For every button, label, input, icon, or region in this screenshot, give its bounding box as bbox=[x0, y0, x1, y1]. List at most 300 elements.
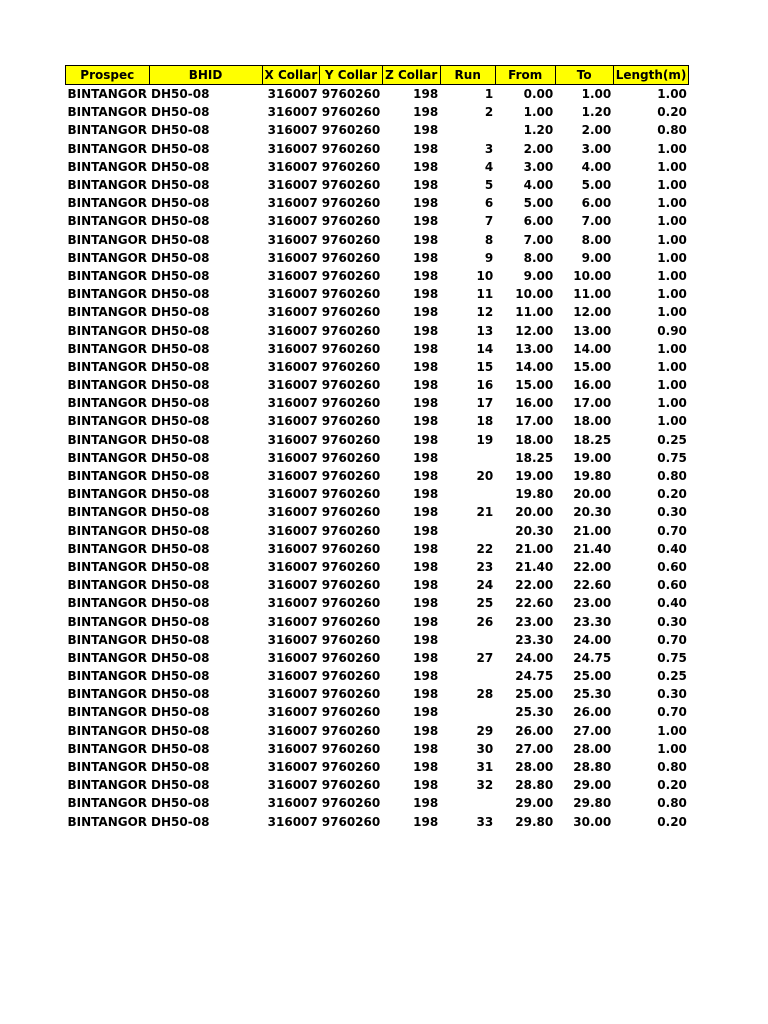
cell-bhid: DH50-08 bbox=[151, 414, 210, 429]
cell-y-collar: 9760260 bbox=[321, 123, 381, 138]
cell-x-collar: 316007 bbox=[267, 669, 318, 684]
cell-bhid: DH50-08 bbox=[151, 487, 210, 502]
cell-y-collar: 9760260 bbox=[321, 596, 381, 611]
cell-x-collar: 316007 bbox=[267, 723, 318, 738]
cell-x-collar: 316007 bbox=[267, 505, 318, 520]
col-header-length: Length(m) bbox=[613, 66, 689, 85]
cell-bhid: DH50-08 bbox=[151, 778, 210, 793]
cell-x-collar: 316007 bbox=[267, 378, 318, 393]
table-row bbox=[66, 522, 689, 540]
table-row bbox=[66, 321, 689, 339]
cell-x-collar: 316007 bbox=[267, 778, 318, 793]
cell-run: 28 bbox=[476, 687, 494, 702]
cell-run: 16 bbox=[476, 378, 494, 393]
cell-to: 22.60 bbox=[573, 578, 612, 593]
cell-prospec: BINTANGOR bbox=[67, 796, 148, 811]
cell-bhid: DH50-08 bbox=[151, 87, 210, 102]
cell-from: 26.00 bbox=[515, 723, 554, 738]
cell-z-collar: 198 bbox=[413, 378, 439, 393]
cell-length: 0.75 bbox=[657, 450, 687, 465]
cell-to: 20.30 bbox=[573, 505, 612, 520]
cell-x-collar: 316007 bbox=[267, 159, 318, 174]
cell-from: 29.80 bbox=[515, 814, 554, 829]
table-row bbox=[66, 376, 689, 394]
cell-prospec: BINTANGOR bbox=[67, 632, 148, 647]
cell-from: 8.00 bbox=[523, 250, 554, 265]
cell-to: 29.80 bbox=[573, 796, 612, 811]
table-row bbox=[66, 158, 689, 176]
table-row bbox=[66, 685, 689, 703]
cell-z-collar: 198 bbox=[413, 723, 439, 738]
col-header-prospec: Prospec bbox=[66, 66, 150, 85]
cell-prospec: BINTANGOR bbox=[67, 705, 148, 720]
header-row bbox=[66, 66, 689, 85]
cell-bhid: DH50-08 bbox=[151, 596, 210, 611]
cell-to: 14.00 bbox=[573, 341, 612, 356]
cell-run: 17 bbox=[476, 396, 494, 411]
cell-from: 21.00 bbox=[515, 541, 554, 556]
cell-to: 9.00 bbox=[581, 250, 612, 265]
cell-to: 19.00 bbox=[573, 450, 612, 465]
cell-prospec: BINTANGOR bbox=[67, 741, 148, 756]
cell-z-collar: 198 bbox=[413, 650, 439, 665]
cell-y-collar: 9760260 bbox=[321, 760, 381, 775]
table-body bbox=[66, 85, 689, 831]
cell-run: 26 bbox=[476, 614, 494, 629]
cell-from: 15.00 bbox=[515, 378, 554, 393]
cell-bhid: DH50-08 bbox=[151, 287, 210, 302]
cell-bhid: DH50-08 bbox=[151, 141, 210, 156]
cell-bhid: DH50-08 bbox=[151, 723, 210, 738]
cell-prospec: BINTANGOR bbox=[67, 178, 148, 193]
table-row bbox=[66, 394, 689, 412]
cell-from: 2.00 bbox=[523, 141, 554, 156]
cell-bhid: DH50-08 bbox=[151, 159, 210, 174]
cell-prospec: BINTANGOR bbox=[67, 523, 148, 538]
cell-run bbox=[440, 121, 495, 139]
cell-from: 19.00 bbox=[515, 469, 554, 484]
cell-bhid: DH50-08 bbox=[151, 105, 210, 120]
cell-x-collar: 316007 bbox=[267, 105, 318, 120]
cell-x-collar: 316007 bbox=[267, 632, 318, 647]
cell-from: 12.00 bbox=[515, 323, 554, 338]
cell-run: 4 bbox=[484, 159, 494, 174]
cell-prospec: BINTANGOR bbox=[67, 432, 148, 447]
cell-length: 1.00 bbox=[657, 741, 687, 756]
cell-to: 18.00 bbox=[573, 414, 612, 429]
cell-run bbox=[440, 667, 495, 685]
cell-to: 6.00 bbox=[581, 196, 612, 211]
col-header-x-collar: X Collar bbox=[262, 66, 320, 85]
cell-to: 28.80 bbox=[573, 760, 612, 775]
cell-y-collar: 9760260 bbox=[321, 505, 381, 520]
cell-to: 23.00 bbox=[573, 596, 612, 611]
cell-to: 16.00 bbox=[573, 378, 612, 393]
cell-from: 18.00 bbox=[515, 432, 554, 447]
table-row bbox=[66, 412, 689, 430]
cell-z-collar: 198 bbox=[413, 141, 439, 156]
cell-prospec: BINTANGOR bbox=[67, 159, 148, 174]
cell-z-collar: 198 bbox=[413, 359, 439, 374]
cell-bhid: DH50-08 bbox=[151, 523, 210, 538]
cell-run: 10 bbox=[476, 268, 494, 283]
cell-z-collar: 198 bbox=[413, 178, 439, 193]
cell-bhid: DH50-08 bbox=[151, 760, 210, 775]
cell-y-collar: 9760260 bbox=[321, 250, 381, 265]
cell-z-collar: 198 bbox=[413, 559, 439, 574]
cell-x-collar: 316007 bbox=[267, 87, 318, 102]
table-row bbox=[66, 340, 689, 358]
cell-length: 1.00 bbox=[657, 268, 687, 283]
cell-z-collar: 198 bbox=[413, 596, 439, 611]
col-header-from: From bbox=[495, 66, 555, 85]
cell-z-collar: 198 bbox=[413, 778, 439, 793]
table-row bbox=[66, 594, 689, 612]
cell-run: 22 bbox=[476, 541, 494, 556]
cell-prospec: BINTANGOR bbox=[67, 541, 148, 556]
cell-y-collar: 9760260 bbox=[321, 359, 381, 374]
col-header-bhid: BHID bbox=[149, 66, 262, 85]
cell-from: 18.25 bbox=[515, 450, 554, 465]
table-row bbox=[66, 558, 689, 576]
cell-from: 0.00 bbox=[523, 87, 554, 102]
cell-prospec: BINTANGOR bbox=[67, 578, 148, 593]
cell-y-collar: 9760260 bbox=[321, 87, 381, 102]
table-row bbox=[66, 540, 689, 558]
cell-x-collar: 316007 bbox=[267, 578, 318, 593]
cell-run: 25 bbox=[476, 596, 494, 611]
cell-from: 4.00 bbox=[523, 178, 554, 193]
cell-run: 8 bbox=[484, 232, 494, 247]
cell-to: 5.00 bbox=[581, 178, 612, 193]
cell-run: 11 bbox=[476, 287, 494, 302]
table-row bbox=[66, 612, 689, 630]
cell-z-collar: 198 bbox=[413, 796, 439, 811]
cell-from: 5.00 bbox=[523, 196, 554, 211]
cell-z-collar: 198 bbox=[413, 232, 439, 247]
table-row bbox=[66, 649, 689, 667]
cell-x-collar: 316007 bbox=[267, 141, 318, 156]
cell-prospec: BINTANGOR bbox=[67, 141, 148, 156]
col-header-z-collar: Z Collar bbox=[382, 66, 440, 85]
table-row bbox=[66, 467, 689, 485]
cell-x-collar: 316007 bbox=[267, 614, 318, 629]
table-row bbox=[66, 285, 689, 303]
col-header-run: Run bbox=[440, 66, 495, 85]
cell-run: 32 bbox=[476, 778, 494, 793]
cell-y-collar: 9760260 bbox=[321, 196, 381, 211]
cell-bhid: DH50-08 bbox=[151, 432, 210, 447]
col-header-y-collar: Y Collar bbox=[320, 66, 382, 85]
cell-x-collar: 316007 bbox=[267, 487, 318, 502]
cell-bhid: DH50-08 bbox=[151, 814, 210, 829]
cell-y-collar: 9760260 bbox=[321, 159, 381, 174]
cell-bhid: DH50-08 bbox=[151, 559, 210, 574]
table-row bbox=[66, 703, 689, 721]
cell-run: 2 bbox=[484, 105, 494, 120]
table-row bbox=[66, 740, 689, 758]
table-row bbox=[66, 212, 689, 230]
cell-z-collar: 198 bbox=[413, 123, 439, 138]
table-row bbox=[66, 176, 689, 194]
cell-y-collar: 9760260 bbox=[321, 341, 381, 356]
cell-run: 18 bbox=[476, 414, 494, 429]
table-row bbox=[66, 794, 689, 812]
cell-run: 31 bbox=[476, 760, 494, 775]
cell-from: 25.00 bbox=[515, 687, 554, 702]
cell-run bbox=[440, 449, 495, 467]
cell-y-collar: 9760260 bbox=[321, 614, 381, 629]
cell-from: 28.80 bbox=[515, 778, 554, 793]
table-row bbox=[66, 267, 689, 285]
cell-to: 17.00 bbox=[573, 396, 612, 411]
cell-y-collar: 9760260 bbox=[321, 578, 381, 593]
cell-from: 7.00 bbox=[523, 232, 554, 247]
cell-to: 25.00 bbox=[573, 669, 612, 684]
cell-prospec: BINTANGOR bbox=[67, 341, 148, 356]
cell-length: 0.20 bbox=[657, 778, 687, 793]
cell-prospec: BINTANGOR bbox=[67, 287, 148, 302]
cell-x-collar: 316007 bbox=[267, 287, 318, 302]
cell-x-collar: 316007 bbox=[267, 178, 318, 193]
cell-bhid: DH50-08 bbox=[151, 250, 210, 265]
cell-z-collar: 198 bbox=[413, 578, 439, 593]
table-row bbox=[66, 194, 689, 212]
cell-length: 0.25 bbox=[657, 669, 687, 684]
table-row bbox=[66, 667, 689, 685]
cell-length: 0.70 bbox=[657, 705, 687, 720]
cell-prospec: BINTANGOR bbox=[67, 614, 148, 629]
cell-z-collar: 198 bbox=[413, 323, 439, 338]
cell-to: 24.75 bbox=[573, 650, 612, 665]
cell-run bbox=[440, 631, 495, 649]
cell-from: 6.00 bbox=[523, 214, 554, 229]
cell-y-collar: 9760260 bbox=[321, 214, 381, 229]
cell-bhid: DH50-08 bbox=[151, 614, 210, 629]
cell-y-collar: 9760260 bbox=[321, 523, 381, 538]
cell-from: 23.00 bbox=[515, 614, 554, 629]
cell-x-collar: 316007 bbox=[267, 414, 318, 429]
cell-from: 1.20 bbox=[523, 123, 554, 138]
cell-to: 27.00 bbox=[573, 723, 612, 738]
cell-run bbox=[440, 703, 495, 721]
cell-run: 29 bbox=[476, 723, 494, 738]
cell-from: 17.00 bbox=[515, 414, 554, 429]
table-row bbox=[66, 485, 689, 503]
cell-bhid: DH50-08 bbox=[151, 632, 210, 647]
cell-length: 1.00 bbox=[657, 396, 687, 411]
cell-x-collar: 316007 bbox=[267, 469, 318, 484]
cell-x-collar: 316007 bbox=[267, 450, 318, 465]
cell-y-collar: 9760260 bbox=[321, 323, 381, 338]
cell-length: 1.00 bbox=[657, 378, 687, 393]
cell-to: 23.30 bbox=[573, 614, 612, 629]
cell-y-collar: 9760260 bbox=[321, 305, 381, 320]
cell-from: 20.30 bbox=[515, 523, 554, 538]
cell-run bbox=[440, 794, 495, 812]
cell-to: 20.00 bbox=[573, 487, 612, 502]
cell-y-collar: 9760260 bbox=[321, 178, 381, 193]
cell-y-collar: 9760260 bbox=[321, 741, 381, 756]
cell-length: 0.60 bbox=[657, 578, 687, 593]
cell-prospec: BINTANGOR bbox=[67, 268, 148, 283]
cell-x-collar: 316007 bbox=[267, 250, 318, 265]
cell-y-collar: 9760260 bbox=[321, 487, 381, 502]
cell-prospec: BINTANGOR bbox=[67, 814, 148, 829]
cell-from: 9.00 bbox=[523, 268, 554, 283]
cell-to: 15.00 bbox=[573, 359, 612, 374]
cell-z-collar: 198 bbox=[413, 196, 439, 211]
cell-length: 1.00 bbox=[657, 287, 687, 302]
cell-run bbox=[440, 485, 495, 503]
cell-z-collar: 198 bbox=[413, 541, 439, 556]
cell-run: 9 bbox=[484, 250, 494, 265]
cell-x-collar: 316007 bbox=[267, 559, 318, 574]
cell-prospec: BINTANGOR bbox=[67, 687, 148, 702]
cell-z-collar: 198 bbox=[413, 487, 439, 502]
table-row bbox=[66, 813, 689, 831]
cell-bhid: DH50-08 bbox=[151, 359, 210, 374]
table-row bbox=[66, 85, 689, 104]
cell-length: 1.00 bbox=[657, 87, 687, 102]
cell-bhid: DH50-08 bbox=[151, 396, 210, 411]
cell-bhid: DH50-08 bbox=[151, 650, 210, 665]
cell-z-collar: 198 bbox=[413, 396, 439, 411]
cell-run: 1 bbox=[484, 87, 494, 102]
table-row bbox=[66, 303, 689, 321]
cell-from: 22.60 bbox=[515, 596, 554, 611]
cell-x-collar: 316007 bbox=[267, 650, 318, 665]
cell-z-collar: 198 bbox=[413, 87, 439, 102]
cell-length: 0.30 bbox=[657, 614, 687, 629]
cell-bhid: DH50-08 bbox=[151, 123, 210, 138]
cell-length: 0.80 bbox=[657, 469, 687, 484]
cell-z-collar: 198 bbox=[413, 741, 439, 756]
cell-prospec: BINTANGOR bbox=[67, 378, 148, 393]
cell-prospec: BINTANGOR bbox=[67, 323, 148, 338]
cell-from: 11.00 bbox=[515, 305, 554, 320]
cell-to: 30.00 bbox=[573, 814, 612, 829]
table-row bbox=[66, 358, 689, 376]
cell-prospec: BINTANGOR bbox=[67, 359, 148, 374]
cell-prospec: BINTANGOR bbox=[67, 669, 148, 684]
cell-run: 12 bbox=[476, 305, 494, 320]
cell-y-collar: 9760260 bbox=[321, 141, 381, 156]
cell-run: 3 bbox=[484, 141, 494, 156]
cell-length: 1.00 bbox=[657, 214, 687, 229]
cell-run: 21 bbox=[476, 505, 494, 520]
cell-prospec: BINTANGOR bbox=[67, 396, 148, 411]
cell-bhid: DH50-08 bbox=[151, 305, 210, 320]
cell-z-collar: 198 bbox=[413, 669, 439, 684]
cell-length: 0.90 bbox=[657, 323, 687, 338]
cell-z-collar: 198 bbox=[413, 450, 439, 465]
table-row bbox=[66, 449, 689, 467]
cell-prospec: BINTANGOR bbox=[67, 87, 148, 102]
table-row bbox=[66, 576, 689, 594]
cell-y-collar: 9760260 bbox=[321, 287, 381, 302]
cell-run: 33 bbox=[476, 814, 494, 829]
cell-x-collar: 316007 bbox=[267, 323, 318, 338]
cell-length: 1.00 bbox=[657, 159, 687, 174]
cell-z-collar: 198 bbox=[413, 414, 439, 429]
cell-to: 7.00 bbox=[581, 214, 612, 229]
cell-z-collar: 198 bbox=[413, 105, 439, 120]
cell-z-collar: 198 bbox=[413, 814, 439, 829]
cell-z-collar: 198 bbox=[413, 687, 439, 702]
cell-to: 13.00 bbox=[573, 323, 612, 338]
cell-length: 1.00 bbox=[657, 232, 687, 247]
cell-x-collar: 316007 bbox=[267, 523, 318, 538]
cell-from: 29.00 bbox=[515, 796, 554, 811]
cell-to: 18.25 bbox=[573, 432, 612, 447]
cell-to: 8.00 bbox=[581, 232, 612, 247]
cell-length: 0.30 bbox=[657, 505, 687, 520]
cell-y-collar: 9760260 bbox=[321, 705, 381, 720]
cell-y-collar: 9760260 bbox=[321, 796, 381, 811]
cell-from: 1.00 bbox=[523, 105, 554, 120]
cell-prospec: BINTANGOR bbox=[67, 123, 148, 138]
cell-z-collar: 198 bbox=[413, 523, 439, 538]
cell-bhid: DH50-08 bbox=[151, 541, 210, 556]
cell-from: 28.00 bbox=[515, 760, 554, 775]
cell-length: 1.00 bbox=[657, 305, 687, 320]
cell-prospec: BINTANGOR bbox=[67, 505, 148, 520]
cell-length: 0.20 bbox=[657, 814, 687, 829]
cell-bhid: DH50-08 bbox=[151, 323, 210, 338]
cell-y-collar: 9760260 bbox=[321, 687, 381, 702]
table-row bbox=[66, 103, 689, 121]
cell-y-collar: 9760260 bbox=[321, 541, 381, 556]
cell-run: 14 bbox=[476, 341, 494, 356]
cell-from: 16.00 bbox=[515, 396, 554, 411]
cell-run: 27 bbox=[476, 650, 494, 665]
cell-length: 1.00 bbox=[657, 250, 687, 265]
cell-from: 22.00 bbox=[515, 578, 554, 593]
cell-to: 29.00 bbox=[573, 778, 612, 793]
cell-z-collar: 198 bbox=[413, 705, 439, 720]
cell-y-collar: 9760260 bbox=[321, 432, 381, 447]
cell-y-collar: 9760260 bbox=[321, 559, 381, 574]
cell-to: 19.80 bbox=[573, 469, 612, 484]
cell-y-collar: 9760260 bbox=[321, 378, 381, 393]
cell-y-collar: 9760260 bbox=[321, 469, 381, 484]
cell-y-collar: 9760260 bbox=[321, 650, 381, 665]
cell-prospec: BINTANGOR bbox=[67, 232, 148, 247]
cell-to: 10.00 bbox=[573, 268, 612, 283]
cell-y-collar: 9760260 bbox=[321, 232, 381, 247]
cell-y-collar: 9760260 bbox=[321, 778, 381, 793]
cell-x-collar: 316007 bbox=[267, 705, 318, 720]
cell-bhid: DH50-08 bbox=[151, 341, 210, 356]
cell-from: 10.00 bbox=[515, 287, 554, 302]
cell-z-collar: 198 bbox=[413, 250, 439, 265]
cell-x-collar: 316007 bbox=[267, 305, 318, 320]
cell-x-collar: 316007 bbox=[267, 359, 318, 374]
cell-length: 0.75 bbox=[657, 650, 687, 665]
cell-to: 4.00 bbox=[581, 159, 612, 174]
cell-run: 5 bbox=[484, 178, 494, 193]
cell-prospec: BINTANGOR bbox=[67, 105, 148, 120]
cell-prospec: BINTANGOR bbox=[67, 559, 148, 574]
cell-from: 24.75 bbox=[515, 669, 554, 684]
cell-length: 1.00 bbox=[657, 414, 687, 429]
cell-y-collar: 9760260 bbox=[321, 632, 381, 647]
cell-x-collar: 316007 bbox=[267, 760, 318, 775]
cell-x-collar: 316007 bbox=[267, 796, 318, 811]
cell-bhid: DH50-08 bbox=[151, 232, 210, 247]
cell-z-collar: 198 bbox=[413, 469, 439, 484]
